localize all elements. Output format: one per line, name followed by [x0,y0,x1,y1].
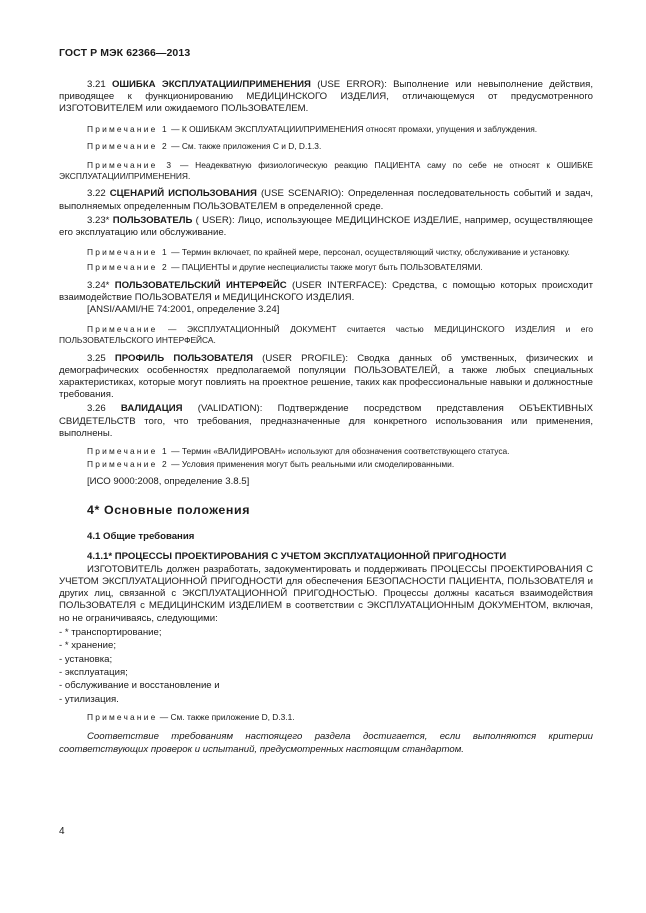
page-content [59,79,593,756]
list-item: - утилизация. [59,693,119,705]
page-number: 4 [59,826,65,837]
subsection-4-1-title: 4.1 Общие требования [87,530,195,542]
definition-3-22 [59,188,593,212]
term: ПОЛЬЗОВАТЕЛЬ [112,214,193,226]
clause-number: 3.26 [87,403,106,415]
definition-text: (USE ERROR): Выполнение или невыполнение действия, приводящее к функционированию МЕДИЦИНСКОГО ИЗДЕЛИЯ, отличающемуся от предусмотренного ИЗГОТОВИТЕЛЕМ или ожидаемого ПОЛЬЗОВАТЕЛЕМ. [59,79,593,115]
definition-text: (USER INTERFACE): Средства, с помощью которых происходит взаимодействие ПОЛЬЗОВАТЕЛЯ и МЕДИЦИНСКОГО ИЗДЕЛИЯ. [59,279,593,303]
note-text: — Условия применения могут быть реальными или смоделированными. [168,459,455,470]
note-text: — Неадекватную физиологическую реакцию ПАЦИЕНТА саму по себе не относят к ОШИБКЕ ЭКСПЛУАТАЦИИ/ПРИМЕНЕНИЯ. [59,160,593,182]
note-4-1-1 [59,712,593,723]
definition-3-26 [59,403,593,440]
reference-3-24: [ANSI/AAMI/HE 74:2001, определение 3.24] [87,304,280,316]
term: ПОЛЬЗОВАТЕЛЬСКИЙ ИНТЕРФЕЙС [114,279,287,291]
clause-number: 3.24* [87,279,110,291]
note-3-26-1 [59,446,593,457]
note-3-24 [59,324,593,346]
definition-3-23 [59,215,593,239]
definition-3-21 [59,79,593,116]
note-label: Примечание 2 [87,459,169,470]
note-3-23-1 [59,247,593,258]
note-text: — Термин включает, по крайней мере, персонал, осуществляющий чистку, обслуживание и установку. [168,247,570,258]
note-text: — См. также приложения С и D, D.1.3. [168,140,322,151]
clause-4-1-1-title: 4.1.1* ПРОЦЕССЫ ПРОЕКТИРОВАНИЯ С УЧЕТОМ ЭКСПЛУАТАЦИОННОЙ ПРИГОДНОСТИ [87,550,507,562]
clause-number: 3.21 [87,79,106,90]
note-label: Примечание 2 [87,140,169,151]
note-text: — К ОШИБКАМ ЭКСПЛУАТАЦИИ/ПРИМЕНЕНИЯ относят промахи, упущения и заблуждения. [168,123,538,134]
reference-3-26: [ИСО 9000:2008, определение 3.8.5] [87,476,250,488]
term: ОШИБКА ЭКСПЛУАТАЦИИ/ПРИМЕНЕНИЯ [111,79,311,90]
note-3-21-3 [59,160,593,182]
note-label: Примечание [87,324,158,335]
definition-text: ( USER): Лицо, использующее МЕДИЦИНСКОЕ ИЗДЕЛИЕ, например, осуществляющее его эксплуатацию или обслуживание. [59,214,593,239]
note-label: Примечание 2 [87,262,169,273]
process-list [59,626,593,706]
note-label: Примечание 1 [87,446,169,457]
definition-text: (USER PROFILE): Сводка данных об умственных, физических и демографических особенностях предполагаемой популяции ПОЛЬЗОВАТЕЛЕЙ, а также любых специальных характеристиках, которые могут повлиять на проектное решение, таких как профессиональные навыки и должностные требования. [59,352,593,401]
section-4-title: 4* Основные положения [87,502,251,517]
list-item: - * транспортирование; [59,626,162,638]
note-text: — См. также приложение D, D.3.1. [157,712,295,723]
definition-3-24 [59,280,593,304]
note-text: — ЭКСПЛУАТАЦИОННЫЙ ДОКУМЕНТ считается частью МЕДИЦИНСКОГО ИЗДЕЛИЯ и его ПОЛЬЗОВАТЕЛЬСКОГО ИНТЕРФЕЙСА. [59,324,593,346]
definition-text: (USE SCENARIO): Определенная последовательность событий и задач, выполняемых определенным ПОЛЬЗОВАТЕЛЕМ в определенной среде. [59,188,593,212]
document-header: ГОСТ Р МЭК 62366—2013 [59,47,191,59]
clause-4-1-1-text: ИЗГОТОВИТЕЛЬ должен разработать, задокументировать и поддерживать ПРОЦЕССЫ ПРОЕКТИРОВАНИЯ С УЧЕТОМ ЭКСПЛУАТАЦИОННОЙ ПРИГОДНОСТИ для обеспечения БЕЗОПАСНОСТИ ПАЦИЕНТА, ПОЛЬЗОВАТЕЛЯ и других лиц, связанной с ЭКСПЛУАТАЦИОННОЙ ПРИГОДНОСТЬЮ. Процессы должны касаться взаимодействия ПОЛЬЗОВАТЕЛЯ с МЕДИЦИНСКИМ ИЗДЕЛИЕМ в соответствии с ЭКСПЛУАТАЦИОННЫМ ДОКУМЕНТОМ, включая, но не ограничиваясь, следующими: [59,563,593,624]
definition-text: (VALIDATION): Подтверждение посредством представления ОБЪЕКТИВНЫХ СВИДЕТЕЛЬСТВ того, что требования, предназначенные для конкретного использования или применения, выполнены. [59,403,593,439]
note-label: Примечание 3 [87,160,174,171]
note-text: — ПАЦИЕНТЫ и другие неспециалисты также могут быть ПОЛЬЗОВАТЕЛЯМИ. [168,262,483,273]
note-label: Примечание [87,712,158,723]
term: ПРОФИЛЬ ПОЛЬЗОВАТЕЛЯ [114,352,253,364]
term: СЦЕНАРИЙ ИСПОЛЬЗОВАНИЯ [109,188,257,200]
note-label: Примечание 1 [87,247,169,258]
clause-number: 3.25 [87,352,106,364]
clause-number: 3.22 [87,188,106,200]
term: ВАЛИДАЦИЯ [120,403,183,415]
list-item: - обслуживание и восстановление и [59,680,220,692]
list-item: - установка; [59,653,113,665]
note-label: Примечание 1 [87,123,169,134]
definition-3-25 [59,353,593,402]
note-3-21-2 [59,141,593,152]
note-3-26-2 [59,459,593,470]
note-text: — Термин «ВАЛИДИРОВАН» используют для обозначения соответствующего статуса. [168,446,510,457]
clause-number: 3.23* [87,214,110,226]
list-item: - эксплуатация; [59,666,128,678]
note-3-21-1 [59,124,593,135]
conformance-statement: Соответствие требованиям настоящего раздела достигается, если выполняются критерии соответствующих проверок и испытаний, предусмотренных настоящим стандартом. [59,731,593,755]
list-item: - * хранение; [59,640,117,652]
note-3-23-2 [59,262,593,273]
